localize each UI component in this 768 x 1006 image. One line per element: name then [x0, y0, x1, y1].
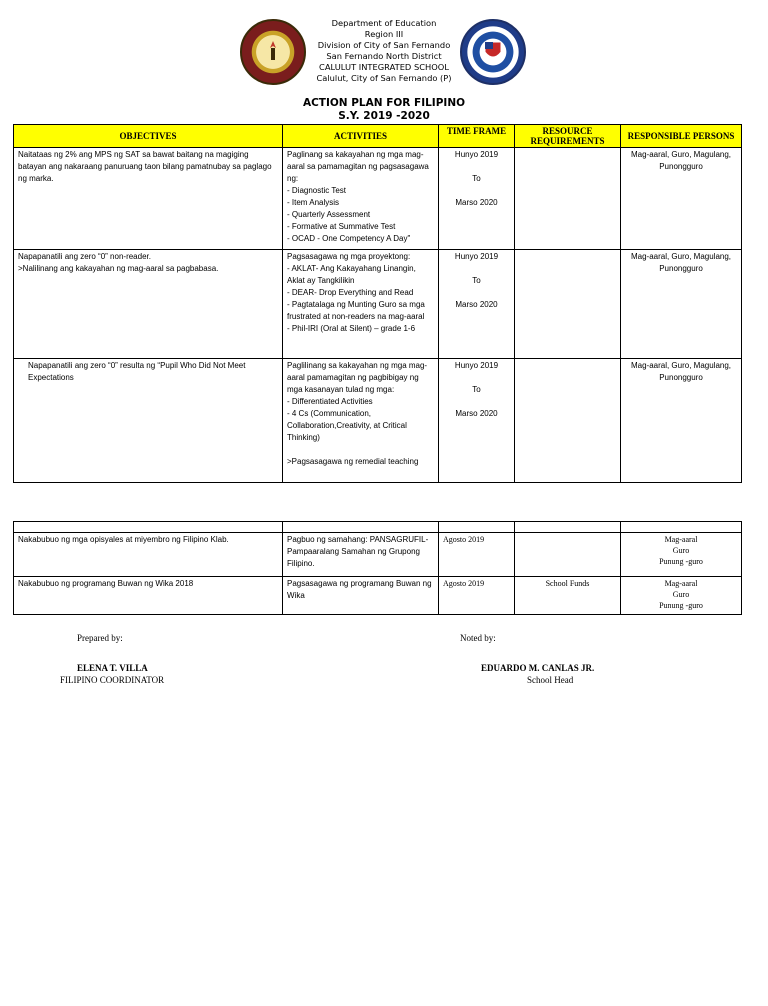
person-line: Mag-aaral [664, 579, 698, 588]
header-line-6: Calulut, City of San Fernando (P) [316, 73, 452, 83]
noted-by-title: School Head [527, 675, 574, 685]
activity-item: - DEAR- Drop Everything and Read [287, 288, 414, 297]
resources-cell [515, 533, 621, 577]
noted-by-label: Noted by: [460, 633, 496, 643]
activity-item: - Differentiated Activities [287, 397, 373, 406]
table-row [14, 533, 742, 577]
persons-cell [621, 577, 742, 615]
blank-cell [515, 522, 621, 533]
activity-item: - Item Analysis [287, 198, 340, 207]
persons-cell: Mag-aaral, Guro, Magulang, Punongguro [621, 359, 742, 483]
col-resource-requirements: RESOURCE REQUIREMENTS [515, 125, 621, 148]
prepared-by-label: Prepared by: [77, 633, 123, 643]
person-line: Guro [672, 590, 690, 599]
objective-cell: Napapanatili ang zero “0” resulta ng “Pupil Who Did Not Meet Expectations [14, 359, 283, 483]
col-responsible-persons: RESPONSIBLE PERSONS [621, 125, 742, 148]
activities-cell [283, 250, 439, 359]
time-end: Marso 2020 [455, 198, 498, 207]
blank-cell [283, 522, 439, 533]
person-line: Mag-aaral [664, 535, 698, 544]
objective-line: >Nalilinang ang kakayahan ng mag-aaral sa pagbabasa. [18, 264, 219, 273]
activities-cell: Pagsasagawa ng programang Buwan ng Wika [283, 577, 439, 615]
activities-cell: Pagbuo ng samahang: PANSAGRUFIL- Pampaaralang Samahan ng Grupong Filipino. [283, 533, 439, 577]
page-title: ACTION PLAN FOR FILIPINO [302, 97, 466, 109]
table-row [14, 359, 742, 483]
activities-cell [283, 359, 439, 483]
time-frame-cell [439, 250, 515, 359]
activities-cell [283, 148, 439, 250]
person-line: Punung -guro [659, 601, 703, 610]
blank-cell [14, 522, 283, 533]
blank-cell [439, 522, 515, 533]
header-line-5: CALULUT INTEGRATED SCHOOL [319, 62, 449, 72]
activity-item: - Pagtatalaga ng Munting Guro sa mga frustrated at non-readers na mag-aaral [287, 300, 425, 321]
time-frame-cell: Agosto 2019 [439, 533, 515, 577]
table-row [14, 250, 742, 359]
activity-item: Paglilinang sa kakayahan ng mga mag-aaral pamamagitan ng pagbibigay ng mga kasanayan tulad ng mga: [287, 361, 428, 394]
col-time-frame: TIME FRAME [439, 125, 515, 148]
time-frame-cell [439, 359, 515, 483]
resources-cell [515, 250, 621, 359]
col-activities: ACTIVITIES [283, 125, 439, 148]
time-end: Marso 2020 [455, 409, 498, 418]
activity-item: - Formative at Summative Test [287, 222, 396, 231]
time-frame-cell: Agosto 2019 [439, 577, 515, 615]
blank-cell [621, 522, 742, 533]
col-objectives: OBJECTIVES [14, 125, 283, 148]
header-line-3: Division of City of San Fernando [317, 40, 451, 50]
action-plan-table [13, 124, 742, 483]
resources-cell [515, 148, 621, 250]
person-line: Punung -guro [659, 557, 703, 566]
header-line-1: Department of Education [331, 18, 437, 28]
activity-spacer [287, 444, 434, 456]
table-row [14, 148, 742, 250]
activity-item: - AKLAT- Ang Kakayahang Linangin, Aklat ay Tangkilikin [287, 264, 416, 285]
activity-item: >Pagsasagawa ng remedial teaching [287, 457, 419, 466]
objective-cell: Nakabubuo ng programang Buwan ng Wika 2018 [14, 577, 283, 615]
time-start: Hunyo 2019 [454, 150, 499, 159]
prepared-by-title: FILIPINO COORDINATOR [60, 675, 165, 685]
page-subtitle: S.Y. 2019 -2020 [338, 110, 430, 122]
resources-cell: School Funds [515, 577, 621, 615]
activity-item: - Phil-IRI (Oral at Silent) – grade 1-6 [287, 324, 416, 333]
noted-by-name: EDUARDO M. CANLAS JR. [481, 663, 595, 673]
time-to: To [472, 385, 481, 394]
objective-cell [14, 250, 283, 359]
time-frame-cell [439, 148, 515, 250]
activity-item: - 4 Cs (Communication, Collaboration,Creativity, at Critical Thinking) [287, 409, 407, 442]
activity-item: - Diagnostic Test [287, 186, 346, 195]
persons-cell: Mag-aaral, Guro, Magulang, Punongguro [621, 250, 742, 359]
table-header-row [14, 125, 742, 148]
time-end: Marso 2020 [455, 300, 498, 309]
header-line-4: San Fernando North District [326, 51, 442, 61]
time-start: Hunyo 2019 [454, 252, 499, 261]
objective-line: Napapanatili ang zero “0” non-reader. [18, 252, 151, 261]
time-to: To [472, 174, 481, 183]
table-blank-row [14, 522, 742, 533]
time-to: To [472, 276, 481, 285]
persons-cell: Mag-aaral, Guro, Magulang, Punongguro [621, 148, 742, 250]
action-plan-table-2 [13, 521, 742, 615]
prepared-by-name: ELENA T. VILLA [77, 663, 148, 673]
objective-cell: Naitataas ng 2% ang MPS ng SAT sa bawat baitang na magiging batayan ang nakaraang panuruang taon bilang pamatnubay sa paglago ng marka. [14, 148, 283, 250]
table-row [14, 577, 742, 615]
resources-cell [515, 359, 621, 483]
objective-cell: Nakabubuo ng mga opisyales at miyembro ng Filipino Klab. [14, 533, 283, 577]
activity-item: Pagsasagawa ng mga proyektong: [287, 252, 411, 261]
time-start: Hunyo 2019 [454, 361, 499, 370]
header-line-2: Region III [364, 29, 404, 39]
activity-item: - OCAD - One Competency A Day" [287, 234, 411, 243]
activity-item: - Quarterly Assessment [287, 210, 371, 219]
person-line: Guro [672, 546, 690, 555]
persons-cell [621, 533, 742, 577]
activity-item: Paglinang sa kakayahan ng mga mag-aaral sa pamamagitan ng pagsasagawa ng: [287, 150, 429, 183]
